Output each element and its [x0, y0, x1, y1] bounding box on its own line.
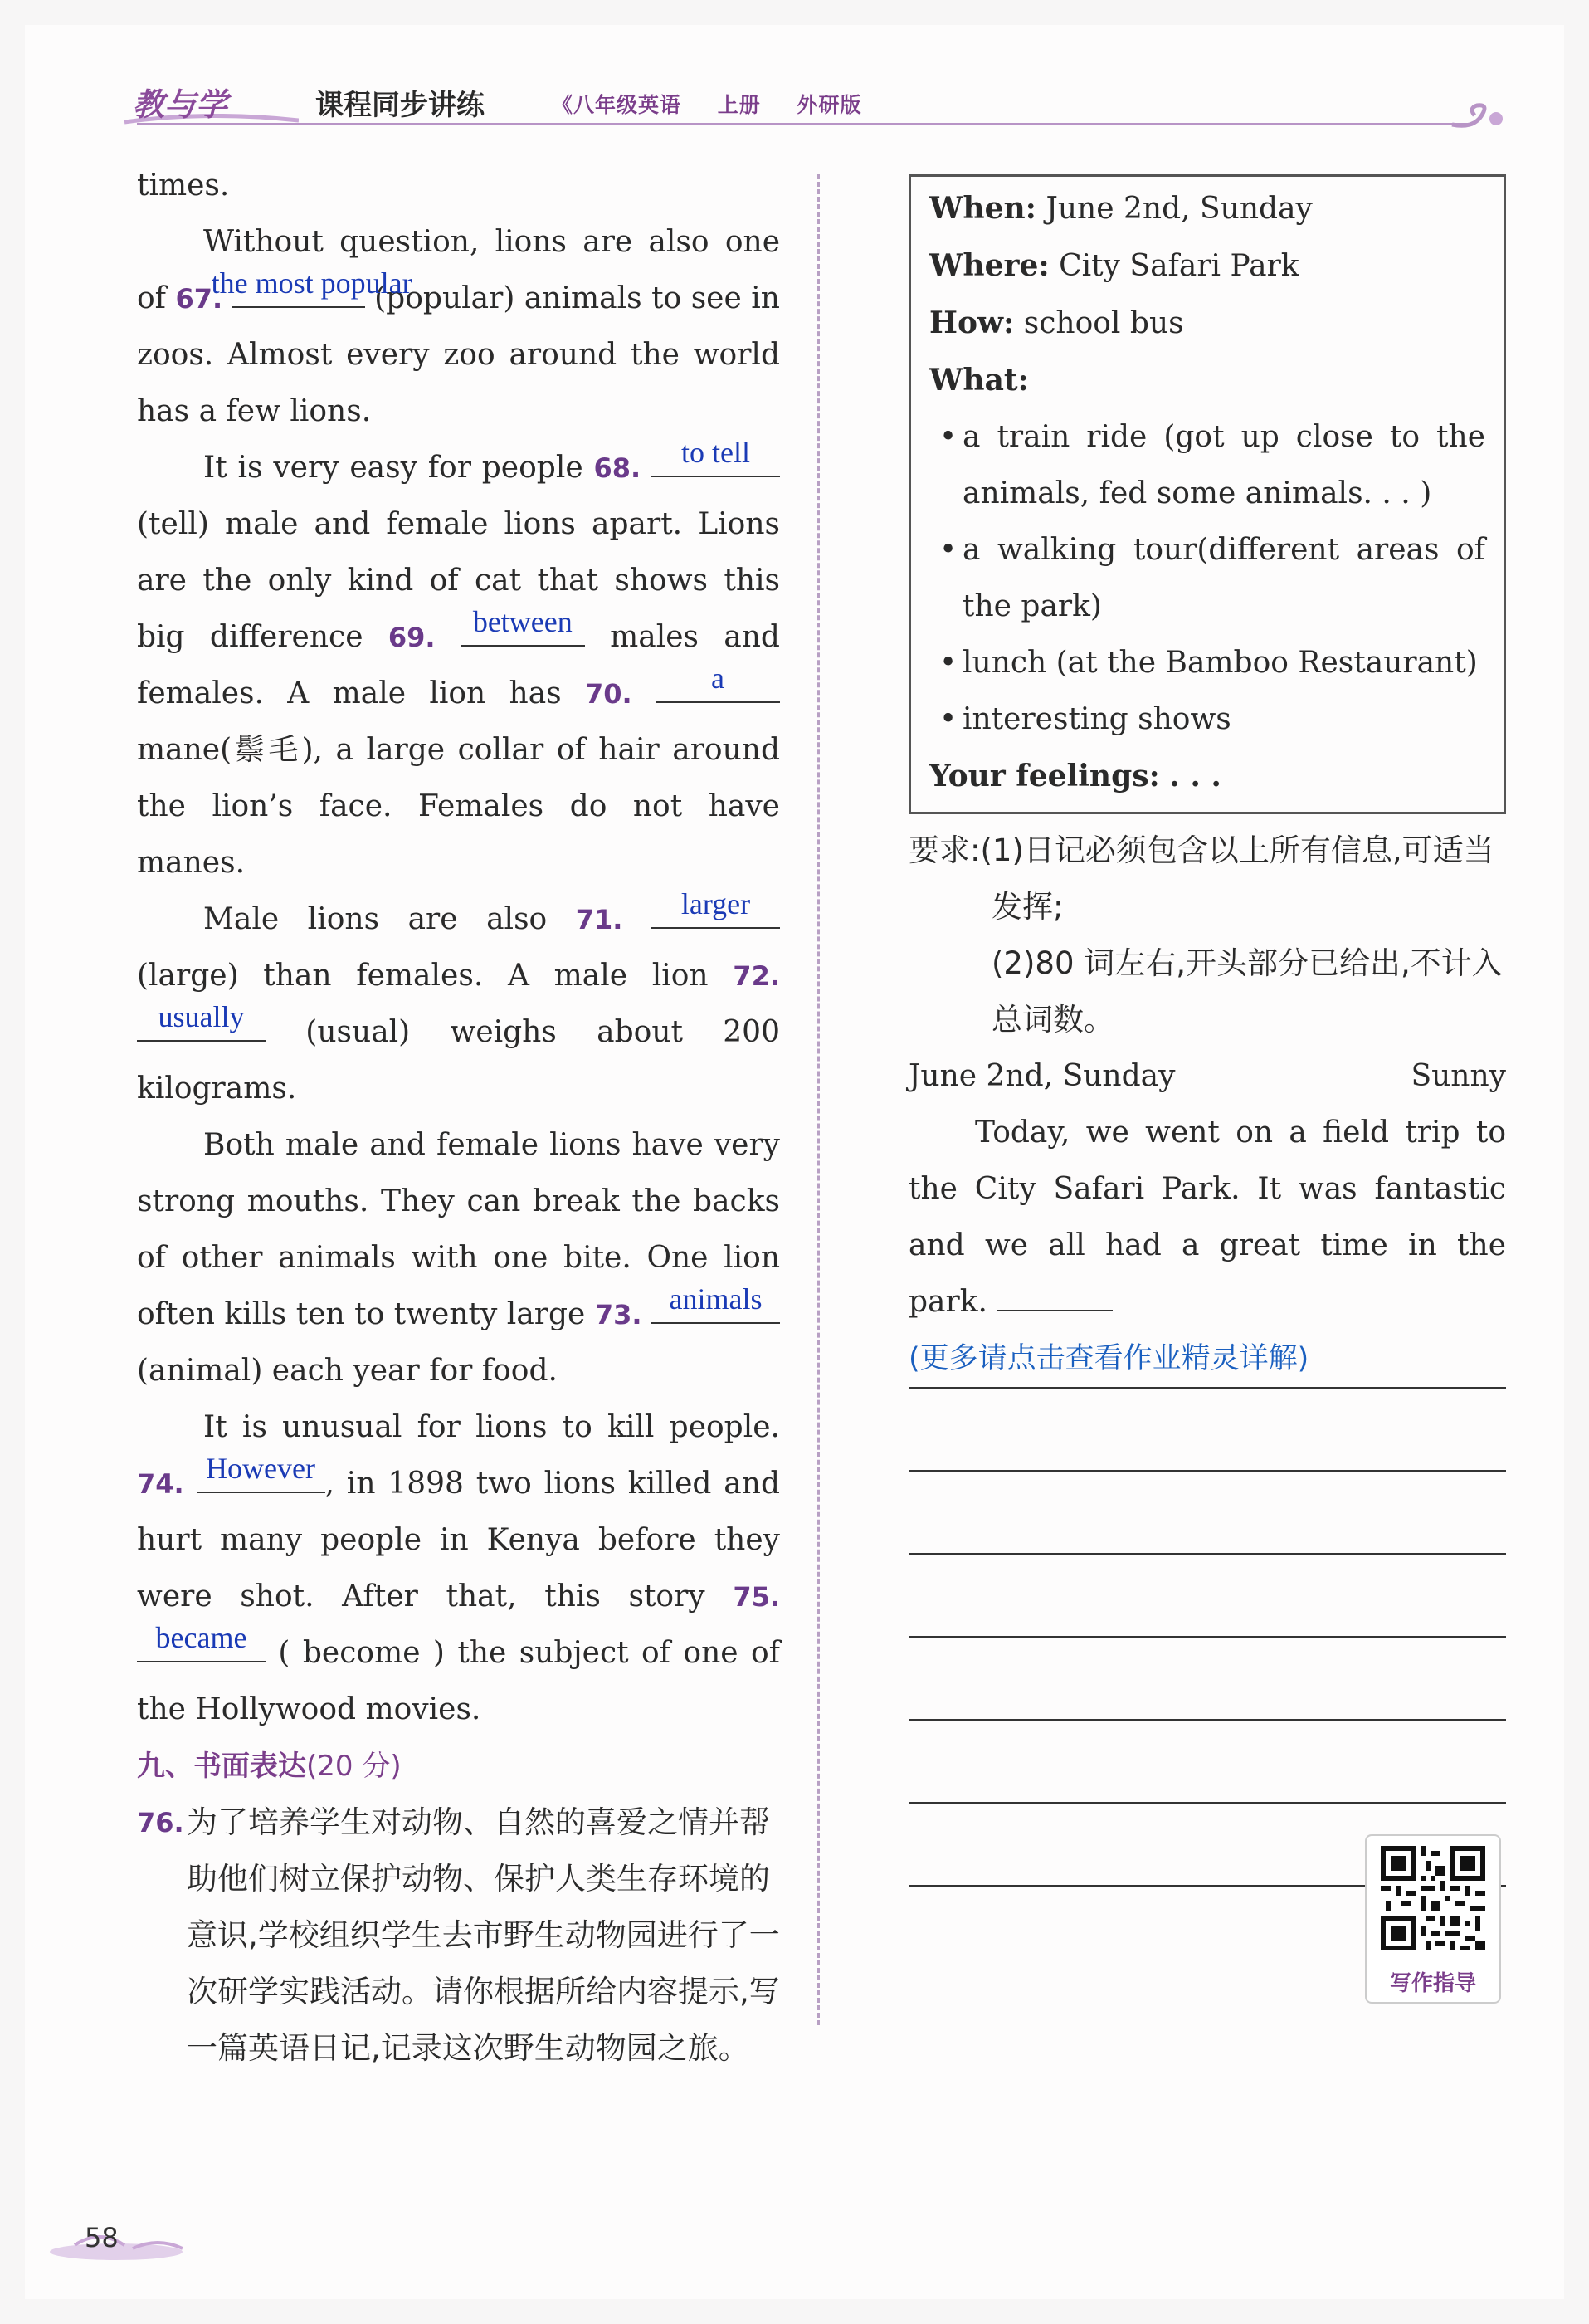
header — [133, 79, 1510, 129]
answer-71: larger — [680, 887, 751, 920]
logo: 教与学 — [133, 86, 228, 123]
answer-blank-70[interactable] — [656, 662, 780, 703]
paragraph: times. — [137, 168, 230, 203]
question-76 — [137, 1794, 780, 2077]
header-divider — [137, 123, 1473, 125]
answer-blank-73[interactable] — [651, 1282, 780, 1324]
diary-opening: Today, we went on a field trip to the City Safari Park. It was fantastic and we all had a great time in the park. — [909, 1116, 1506, 1319]
column-divider — [817, 174, 820, 2025]
answer-70: a — [711, 662, 724, 695]
answer-blank-75[interactable] — [137, 1621, 266, 1662]
writing-line[interactable] — [909, 1638, 1506, 1721]
question-number: 76. — [137, 1807, 184, 1838]
list-item: • lunch (at the Bamboo Restaurant) — [929, 635, 1485, 691]
how-line: How: school bus — [929, 305, 1184, 340]
question-number: 71. — [575, 904, 623, 935]
list-item: • a train ride (got up close to the animals, fed some animals. . . ) — [929, 409, 1485, 522]
when-line: When: June 2nd, Sunday — [929, 191, 1313, 226]
answer-68: to tell — [681, 436, 750, 469]
answer-blank-69[interactable] — [461, 605, 585, 647]
paragraph: Both male and female lions have very strong mouths. They can break the backs of other animals with one bite. One lion often kills ten to twenty large 73. animals (animal) each year for food. — [137, 1128, 780, 1388]
volume-label: 上册 — [717, 93, 761, 117]
section-heading: 九、书面表达(20 分) — [137, 1750, 402, 1783]
writing-line[interactable] — [909, 1472, 1506, 1555]
writing-line[interactable] — [909, 1555, 1506, 1638]
answer-blank-68[interactable] — [651, 436, 780, 477]
answer-blank-71[interactable] — [651, 887, 780, 929]
requirement-1: 要求:(1)日记必须包含以上所有信息,可适当发挥; — [909, 832, 1494, 925]
paragraph: It is very easy for people 68. to tell (tell) male and female lions apart. Lions are the only kind of cat that shows this big difference 69. between males and females. A male lion has 70. a mane(鬃毛), a large collar of hair around the lion’s face. Females do not have manes. — [137, 436, 780, 880]
requirement-2: (2)80 词左右,开头部分已给出,不计入总词数。 — [992, 945, 1503, 1038]
writing-line[interactable] — [909, 1330, 1506, 1389]
writing-line[interactable] — [909, 1721, 1506, 1804]
page-number-text: 58 — [85, 2222, 119, 2253]
answer-73: animals — [669, 1282, 763, 1316]
answer-blank-72[interactable] — [137, 1000, 266, 1042]
question-number: 70. — [584, 678, 632, 710]
paragraph: It is unusual for lions to kill people. 74. However , in 1898 two lions killed and hurt many people in Kenya before they were shot. After that, this story 75. became ( become ) the subject of one of the Hollywood movies. — [137, 1410, 780, 1726]
info-box — [909, 174, 1506, 814]
writing-blank[interactable] — [997, 1278, 1113, 1311]
diary-header — [909, 1048, 1506, 1105]
answer-67: the most popular — [211, 266, 412, 300]
answer-72: usually — [158, 1000, 245, 1033]
answer-blank-74[interactable] — [197, 1452, 325, 1493]
answer-69: between — [472, 605, 573, 638]
question-number: 72. — [733, 960, 780, 992]
feelings-line: Your feelings: . . . — [929, 759, 1221, 793]
page-number — [66, 2212, 141, 2262]
question-number: 75. — [733, 1581, 780, 1613]
page-number-decoration-icon — [50, 2212, 216, 2262]
question-number: 69. — [388, 622, 436, 653]
book-subtitle — [552, 89, 890, 119]
qr-code-icon — [1381, 1846, 1485, 1950]
diary-weather: Sunny — [1411, 1059, 1506, 1093]
answer-blank-67[interactable] — [211, 266, 412, 308]
hint-link[interactable]: (更多请点击查看作业精灵详解) — [909, 1342, 1309, 1375]
question-prompt: 为了培养学生对动物、自然的喜爱之情并帮助他们树立保护动物、保护人类生存环境的意识,学校组织学生去市野生动物园进行了一次研学实践活动。请你根据所给内容提示,写一篇英语日记,记录这次野生动物园之旅。 — [187, 1804, 780, 2066]
paragraph: Male lions are also 71. larger (large) than females. A male lion 72. usually (usual) weighs about 200 kilograms. — [137, 887, 780, 1106]
edition-label: 外研版 — [797, 93, 862, 117]
writing-line[interactable] — [909, 1389, 1506, 1472]
brand-title: 课程同步讲练 — [315, 89, 485, 122]
what-line: What: — [929, 363, 1029, 398]
answer-75: became — [155, 1621, 247, 1654]
where-line: Where: City Safari Park — [929, 248, 1299, 283]
question-number: 68. — [593, 452, 641, 484]
curl-decoration-icon — [1448, 95, 1506, 133]
reading-passage — [137, 158, 780, 2077]
question-number: 73. — [594, 1299, 642, 1330]
diary-date: June 2nd, Sunday — [909, 1059, 1176, 1093]
question-number: 67. — [175, 283, 223, 315]
qr-code[interactable] — [1365, 1834, 1501, 2004]
answer-74: However — [206, 1452, 315, 1485]
list-item: • interesting shows — [929, 691, 1485, 748]
question-number: 74. — [137, 1468, 184, 1500]
qr-label: 写作指导 — [1389, 1971, 1476, 1996]
list-item: • a walking tour(different areas of the park) — [929, 522, 1485, 635]
writing-task — [909, 174, 1506, 1887]
grade-label: 《八年级英语 — [552, 93, 682, 117]
paragraph: Without question, lions are also one of 67. the most popular (popular) animals to see in zoos. Almost every zoo around the world has a few lions. — [137, 225, 780, 428]
